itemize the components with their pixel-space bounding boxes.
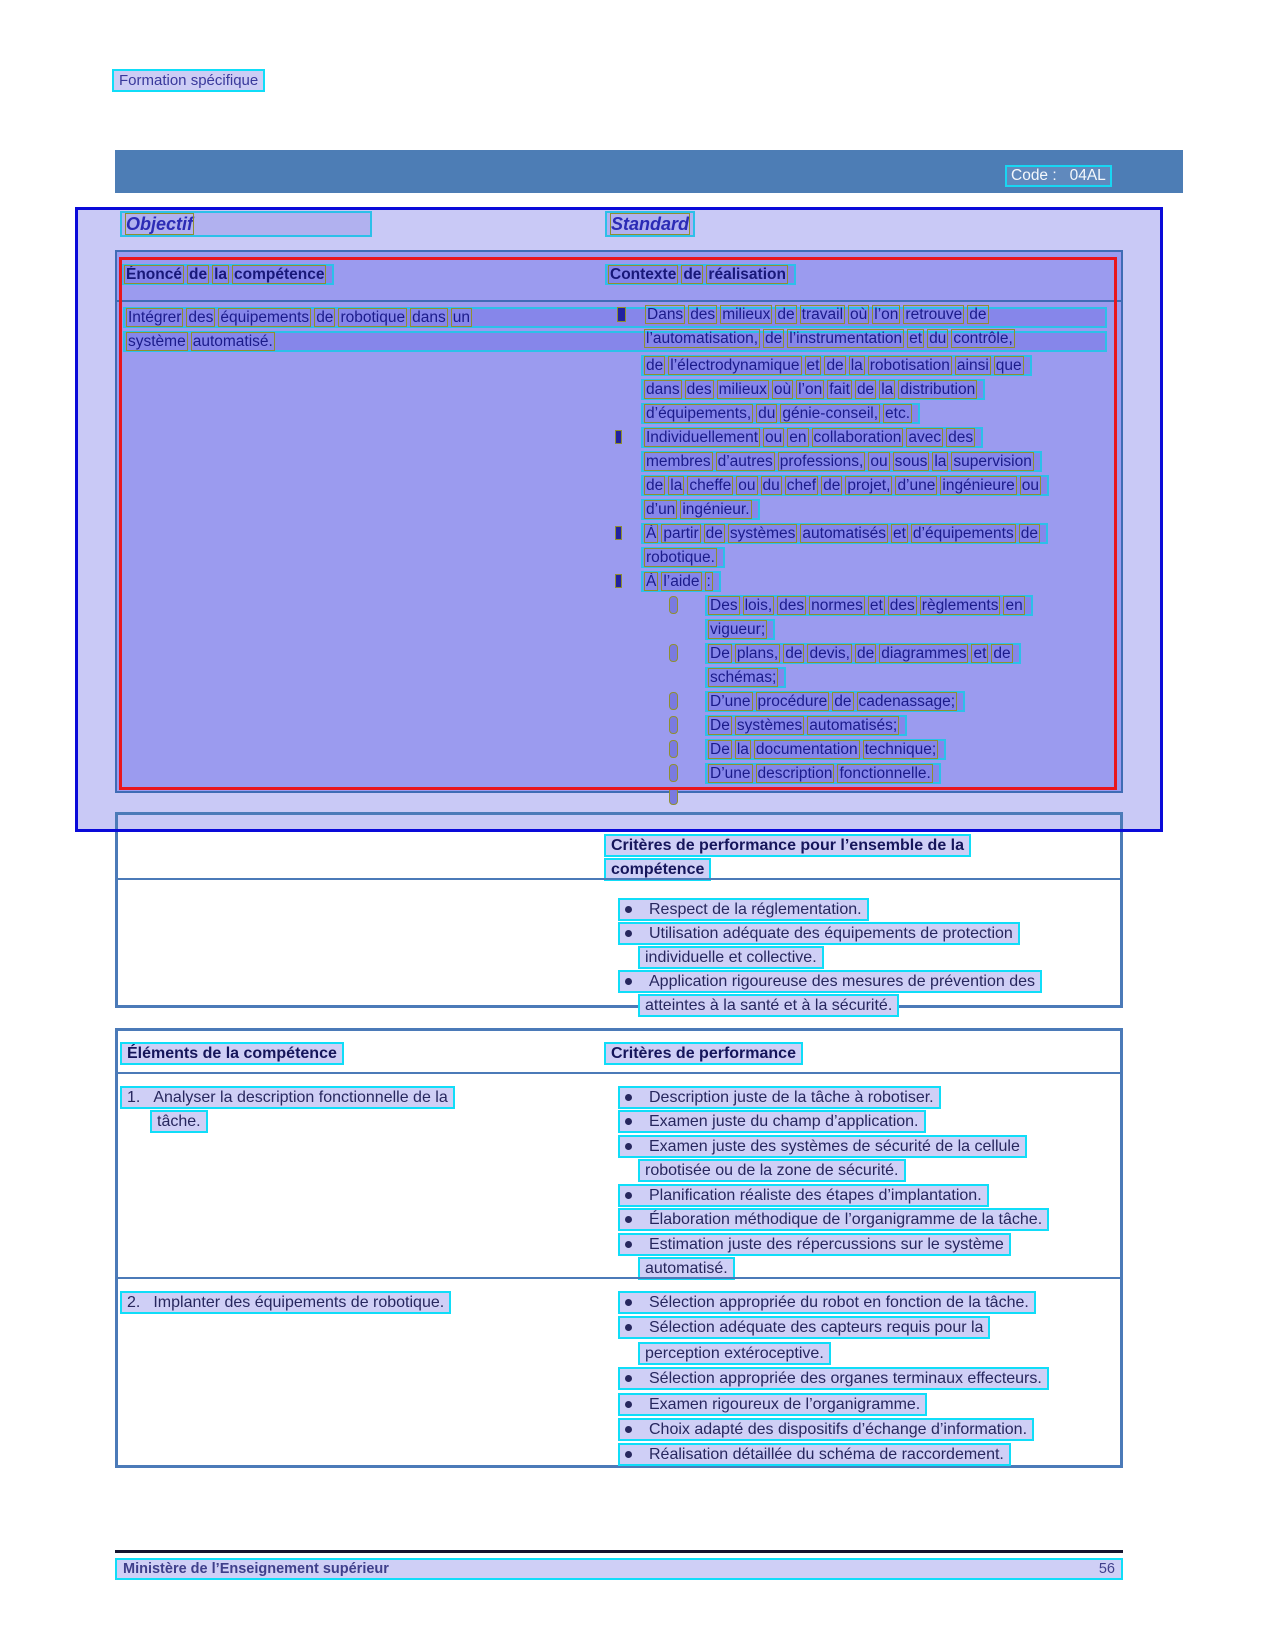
row-divider bbox=[118, 1277, 1120, 1279]
criterion-line bbox=[618, 922, 1020, 945]
contexte-line-text: dans des milieux où l’on fait de la distribution bbox=[646, 381, 976, 398]
criterion-text: Description juste de la tâche à robotiser. bbox=[649, 1089, 934, 1106]
contexte-line-text: schémas; bbox=[710, 669, 777, 686]
footer-bar bbox=[115, 1558, 1123, 1580]
red-annotation-box bbox=[119, 257, 1117, 790]
criterion-text: Réalisation détaillée du schéma de raccordement. bbox=[649, 1446, 1004, 1463]
criterion-line bbox=[618, 1208, 1049, 1231]
contexte-line-text: De plans, de devis, de diagrammes et de bbox=[710, 645, 1011, 662]
ensemble-header-line bbox=[604, 834, 971, 857]
criterion-line bbox=[638, 1159, 906, 1182]
contexte-line-text: de la cheffe ou du chef de projet, d’une ingénieure ou bbox=[646, 477, 1040, 494]
criterion-line bbox=[618, 970, 1042, 993]
enonce-line: Intégrer des équipements de robotique dans un bbox=[128, 309, 470, 326]
contexte-line-text: De systèmes automatisés; bbox=[710, 717, 898, 734]
criterion-text: Élaboration méthodique de l’organigramme de la tâche. bbox=[649, 1211, 1043, 1228]
criterion-text: Choix adapté des dispositifs d’échange d’information. bbox=[649, 1421, 1028, 1438]
criterion-text: Examen juste du champ d’application. bbox=[649, 1113, 919, 1130]
contexte-line-text: À partir de systèmes automatisés et d’équipements de bbox=[646, 525, 1038, 542]
objectif-label: Objectif bbox=[126, 214, 194, 234]
contexte-line-text: Dans des milieux de travail où l’on retrouve de bbox=[647, 306, 987, 323]
criterion-line bbox=[618, 1184, 989, 1207]
element-text: Analyser la description fonctionnelle de la bbox=[153, 1089, 448, 1106]
element-label-line bbox=[120, 1291, 451, 1314]
bullet-icon bbox=[625, 1241, 632, 1248]
criterion-line bbox=[618, 1110, 926, 1133]
criterion-line bbox=[618, 1291, 1036, 1314]
contexte-line-text: de l’électrodynamique et de la robotisation ainsi que bbox=[646, 357, 1022, 374]
bullet-icon bbox=[625, 1375, 632, 1382]
criterion-line bbox=[638, 946, 824, 969]
standard-label: Standard bbox=[611, 214, 690, 234]
ensemble-header-text: compétence bbox=[611, 861, 705, 878]
bullet-icon bbox=[625, 1118, 632, 1125]
bullet-icon bbox=[625, 1094, 632, 1101]
code-badge: Code : 04AL bbox=[1005, 165, 1112, 187]
element-text: Implanter des équipements de robotique. bbox=[153, 1294, 445, 1311]
elements-table bbox=[115, 1028, 1123, 1468]
header-divider bbox=[118, 1072, 1120, 1074]
element-number: 1. bbox=[127, 1089, 141, 1106]
bullet-icon bbox=[625, 1451, 632, 1458]
criterion-line bbox=[618, 898, 869, 921]
elements-header-text: Éléments de la compétence bbox=[127, 1045, 337, 1062]
contexte-line-text: d’un ingénieur. bbox=[646, 501, 750, 518]
bullet-icon bbox=[625, 1426, 632, 1433]
criterion-line bbox=[618, 1316, 990, 1339]
criterion-text: atteintes à la santé et à la sécurité. bbox=[645, 997, 893, 1014]
bullet-icon bbox=[625, 1216, 632, 1223]
contexte-line-text: Des lois, des normes et des règlements en bbox=[710, 597, 1023, 614]
element-text: tâche. bbox=[157, 1113, 201, 1130]
criterion-text: perception extéroceptive. bbox=[645, 1345, 824, 1362]
contexte-line-text: D’une description fonctionnelle. bbox=[710, 765, 931, 782]
bullet-icon bbox=[625, 1143, 632, 1150]
criterion-text: Sélection appropriée des organes terminaux effecteurs. bbox=[649, 1370, 1042, 1387]
criterion-line bbox=[618, 1418, 1034, 1441]
objectif-heading bbox=[120, 211, 372, 237]
code-banner bbox=[115, 150, 1183, 193]
bullet-icon bbox=[625, 1401, 632, 1408]
element-label-line bbox=[150, 1110, 208, 1133]
running-header: Formation spécifique bbox=[112, 69, 265, 92]
criterion-text: automatisé. bbox=[645, 1260, 728, 1277]
criterion-line bbox=[618, 1443, 1011, 1466]
elements-header bbox=[120, 1042, 344, 1065]
row-divider bbox=[118, 878, 1120, 880]
criteria-header-text: Critères de performance bbox=[611, 1045, 796, 1062]
contexte-line-text: De la documentation technique; bbox=[710, 741, 937, 758]
criterion-text: robotisée ou de la zone de sécurité. bbox=[645, 1162, 899, 1179]
overlay-tint bbox=[118, 815, 1120, 829]
bullet-icon bbox=[625, 1324, 632, 1331]
criterion-text: Utilisation adéquate des équipements de protection bbox=[649, 925, 1013, 942]
performance-ensemble-table bbox=[115, 812, 1123, 1014]
criterion-line bbox=[618, 1135, 1027, 1158]
contexte-line-text: D’une procédure de cadenassage; bbox=[710, 693, 956, 710]
criterion-text: Planification réaliste des étapes d’implantation. bbox=[649, 1187, 982, 1204]
bullet-icon bbox=[625, 1299, 632, 1306]
annotation-overlay-border bbox=[75, 829, 1163, 832]
bullet-icon bbox=[625, 930, 632, 937]
contexte-line-text: vigueur; bbox=[710, 621, 766, 638]
criterion-text: individuelle et collective. bbox=[645, 949, 817, 966]
criterion-text: Sélection adéquate des capteurs requis pour la bbox=[649, 1319, 984, 1336]
contexte-line-text: Individuellement ou en collaboration avec des bbox=[646, 429, 974, 446]
criterion-text: Estimation juste des répercussions sur le système bbox=[649, 1236, 1004, 1253]
criterion-text: Sélection appropriée du robot en fonction de la tâche. bbox=[649, 1294, 1029, 1311]
contexte-line-text: membres d’autres professions, ou sous la supervision bbox=[646, 453, 1032, 470]
criterion-text: Examen juste des systèmes de sécurité de la cellule bbox=[649, 1138, 1020, 1155]
criteria-header bbox=[604, 1042, 803, 1065]
criterion-text: Examen rigoureux de l’organigramme. bbox=[649, 1396, 921, 1413]
bullet-icon bbox=[625, 978, 632, 985]
enonce-line: système automatisé. bbox=[128, 333, 273, 350]
element-label-line bbox=[120, 1086, 455, 1109]
page-number: 56 bbox=[1098, 1561, 1115, 1577]
contexte-line-text: À l’aide : bbox=[646, 573, 711, 590]
criterion-line bbox=[618, 1233, 1011, 1256]
criterion-text: Respect de la réglementation. bbox=[649, 901, 862, 918]
ministry-label: Ministère de l’Enseignement supérieur bbox=[123, 1561, 389, 1577]
ensemble-header-text: Critères de performance pour l’ensemble de la bbox=[611, 837, 965, 854]
contexte-line-text: robotique. bbox=[646, 549, 715, 566]
criterion-line bbox=[638, 994, 899, 1017]
criterion-line bbox=[618, 1367, 1049, 1390]
standard-heading bbox=[605, 211, 695, 237]
criterion-text: Application rigoureuse des mesures de prévention des bbox=[649, 973, 1036, 990]
contexte-line-text: l’automatisation, de l’instrumentation et du contrôle, bbox=[646, 330, 1013, 347]
bullet-icon bbox=[625, 906, 632, 913]
footer-rule bbox=[115, 1550, 1123, 1553]
contexte-header-label: Contexte de réalisation bbox=[610, 266, 786, 283]
criterion-line bbox=[638, 1342, 831, 1365]
criterion-line bbox=[618, 1393, 927, 1416]
contexte-line-text: d’équipements, du génie-conseil, etc. bbox=[646, 405, 911, 422]
element-number: 2. bbox=[127, 1294, 141, 1311]
bullet-icon bbox=[625, 1192, 632, 1199]
enonce-header-label: Énoncé de la compétence bbox=[126, 266, 325, 283]
criterion-line bbox=[618, 1086, 941, 1109]
